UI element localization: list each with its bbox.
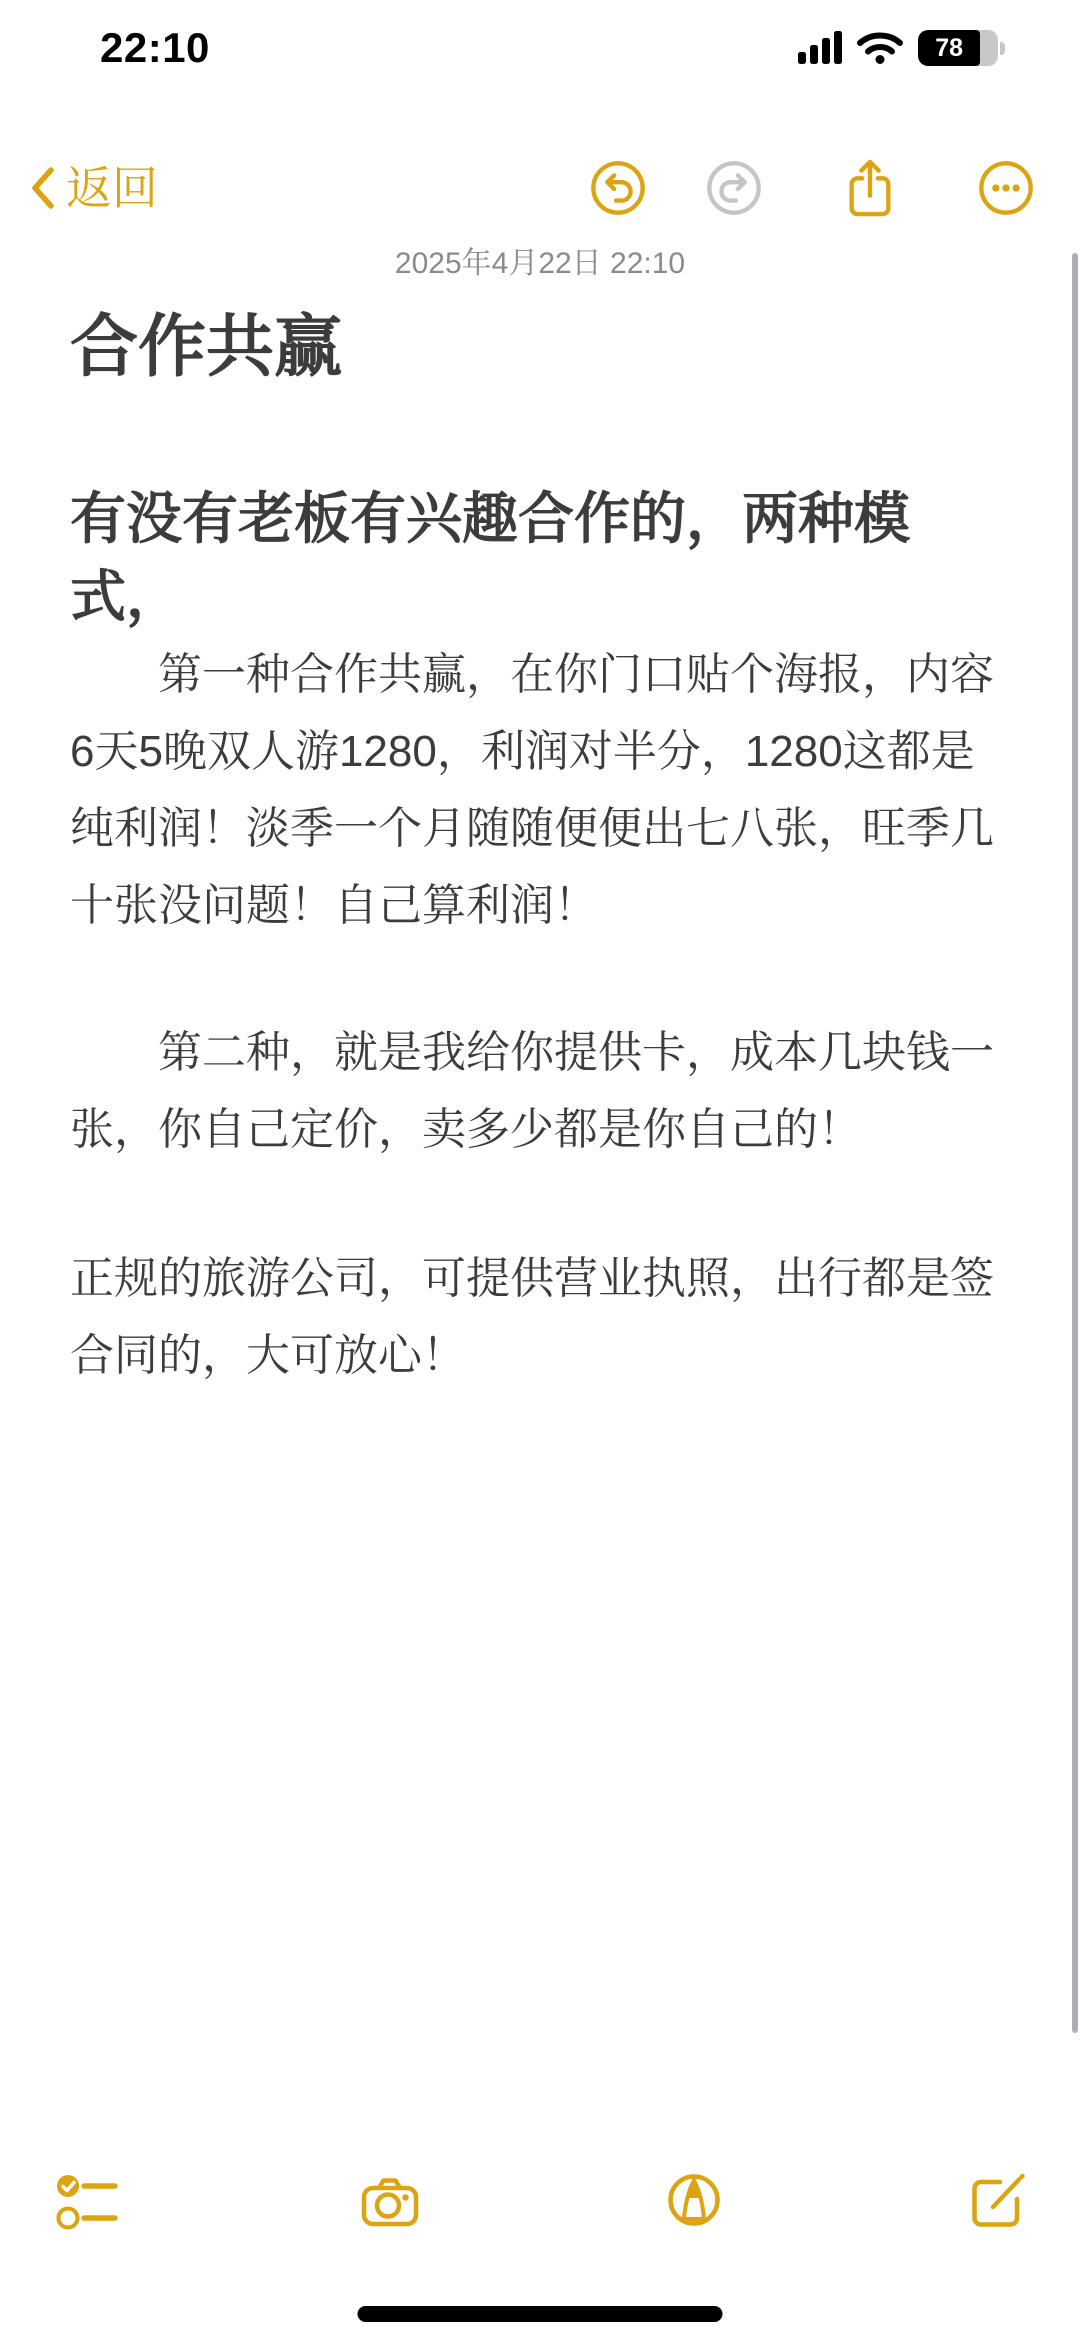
back-button-label: 返回 [66,162,158,214]
camera-button[interactable] [355,2167,425,2237]
share-button[interactable] [841,152,899,224]
battery-cap [1000,42,1005,55]
note-paragraph[interactable]: 第一种合作共赢，在你门口贴个海报，内容6天5晚双人游1280，利润对半分，1280这都是纯利润！淡季一个月随随便便出七八张，旺季几十张没问题！自己算利润！ [70,650,994,931]
nav-actions [589,152,1035,224]
note-editor[interactable] [70,246,1010,1394]
bottom-toolbar [0,2162,1080,2242]
note-date-line: 2025年4月22日 22:10 [394,247,686,280]
back-chevron-icon [28,165,56,211]
note-paragraph[interactable]: 第二种，就是我给你提供卡，成本几块钱一张，你自己定价，卖多少都是你自己的！ [70,1028,994,1155]
note-paragraph[interactable]: 正规的旅游公司，可提供营业执照，出行都是签合同的，大可放心！ [70,1254,994,1381]
status-bar [0,0,1080,100]
undo-icon [589,159,647,217]
more-icon [977,159,1035,217]
battery-percent: 78 [935,33,964,62]
back-button[interactable] [28,162,158,214]
battery-icon [918,30,1005,66]
markup-button[interactable] [659,2167,729,2237]
markup-icon [660,2169,728,2235]
undo-button[interactable] [589,152,647,224]
home-indicator[interactable] [358,2306,723,2322]
cellular-signal-icon [798,30,842,66]
note-title[interactable]: 合作共赢 [70,309,343,385]
clock-time: 22:10 [100,24,210,71]
checklist-icon [53,2169,121,2235]
wifi-icon [856,30,904,66]
status-icons [798,30,1005,66]
redo-icon [705,159,763,217]
scrollbar[interactable] [1072,253,1078,2033]
redo-button[interactable] [705,152,763,224]
nav-bar [0,150,1080,226]
camera-icon [356,2169,424,2235]
more-button[interactable] [977,152,1035,224]
compose-button[interactable] [962,2167,1032,2237]
share-icon [841,153,899,223]
compose-icon [963,2169,1031,2235]
checklist-button[interactable] [52,2167,122,2237]
note-heading[interactable]: 有没有老板有兴趣合作的，两种模式， [70,487,910,629]
